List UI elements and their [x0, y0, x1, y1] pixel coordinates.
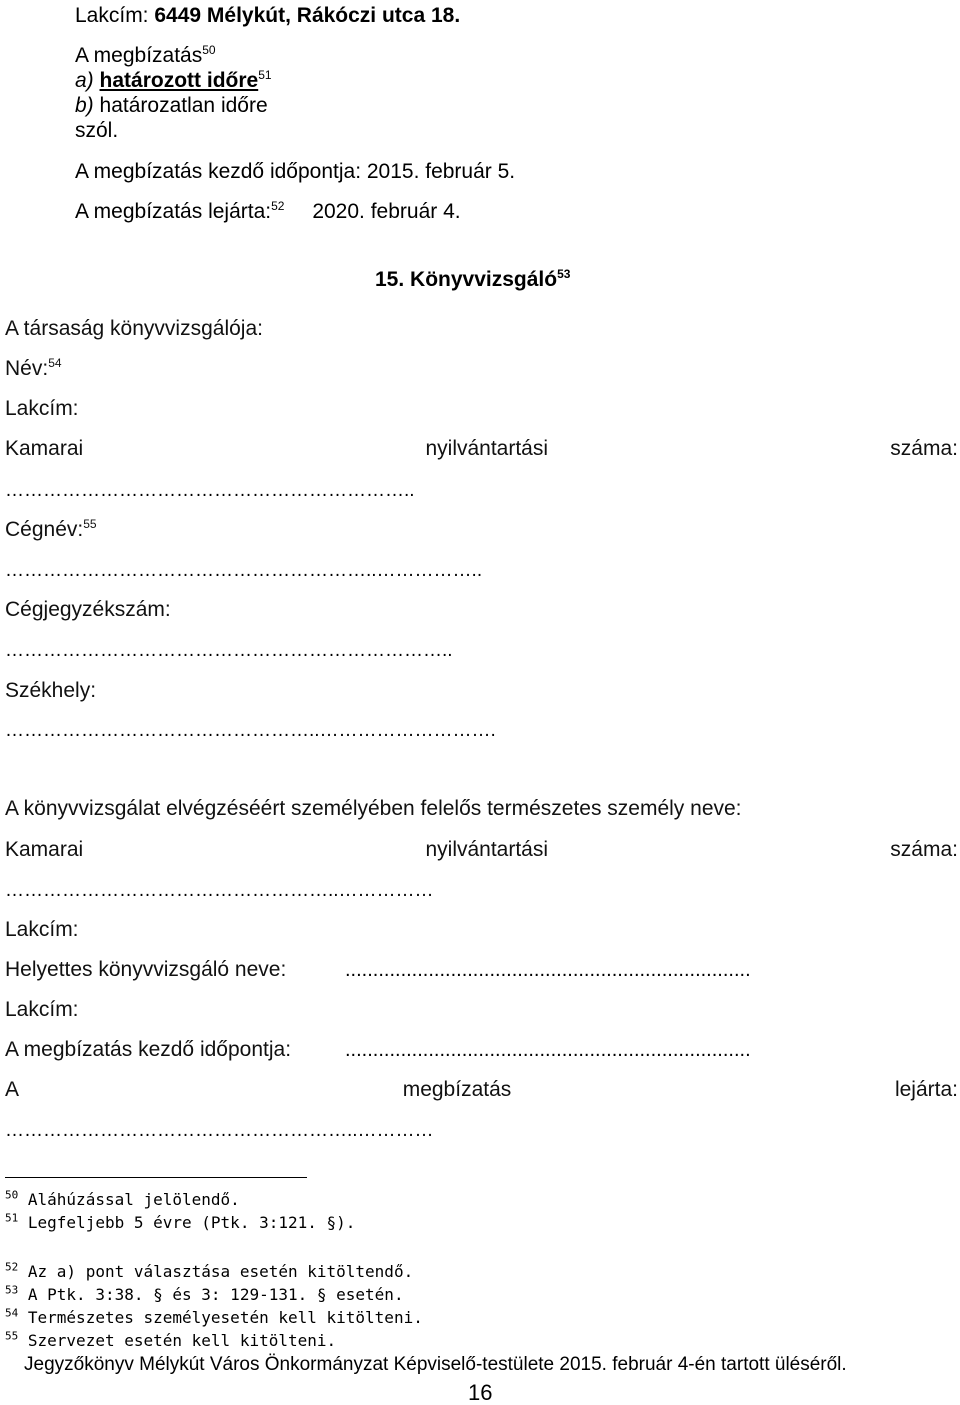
- lakcim-value: 6449 Mélykút, Rákóczi utca 18.: [154, 4, 461, 27]
- footnote-text: Szervezet esetén kell kitölteni.: [27, 1331, 337, 1350]
- footnote-text: Természetes személyesetén kell kitölteni.: [27, 1308, 423, 1327]
- kamarai-1-word-3: száma:: [890, 437, 958, 460]
- helyettes-dots: .........................................................................: [345, 960, 751, 980]
- page-number: 16: [468, 1380, 493, 1405]
- footnote-number: 51: [5, 1211, 19, 1225]
- kamarai-2-word-3: száma:: [890, 838, 958, 861]
- footnote-51: [5, 1213, 355, 1233]
- footnote-ref-51: 51: [258, 68, 272, 82]
- szol-text: szól.: [75, 119, 119, 142]
- lakcim-3-label: Lakcím:: [5, 998, 79, 1021]
- lakcim-1-label: Lakcím:: [5, 397, 79, 420]
- option-b-line: [75, 94, 268, 118]
- footnote-ref-52: 52: [271, 199, 285, 213]
- dots-line-4: …………………………………………..……………………….: [5, 721, 496, 741]
- page-footer: Jegyzőkönyv Mélykút Város Önkormányzat Képviselő-testülete 2015. február 4-én tartott üléséről.: [24, 1354, 847, 1375]
- footnote-52: [5, 1262, 413, 1282]
- lejarta-2-word-2: megbízatás: [402, 1078, 512, 1101]
- lejarta-2-word-1: A: [5, 1078, 20, 1101]
- cegjegyzek-label: Cégjegyzékszám:: [5, 598, 171, 621]
- kezdo-2-label: A megbízatás kezdő időpontja:: [5, 1038, 292, 1061]
- footnote-ref-53: 53: [557, 267, 571, 281]
- dots-line-3: ……………………………………………………………..: [5, 641, 453, 661]
- lakcim-line: [75, 4, 460, 28]
- lejarta-label: A megbízatás lejárta:: [75, 200, 272, 223]
- footnote-number: 50: [5, 1188, 19, 1202]
- footnote-text: Az a) pont választása esetén kitöltendő.: [27, 1262, 414, 1281]
- footnote-number: 54: [5, 1306, 19, 1320]
- footnote-number: 55: [5, 1329, 19, 1343]
- lakcim-2-label: Lakcím:: [5, 918, 79, 941]
- felelos-label: A könyvvizsgálat elvégzéséért személyében felelős természetes személy neve:: [5, 797, 742, 820]
- footnote-ref-55: 55: [83, 517, 97, 531]
- option-a-line: [75, 69, 272, 93]
- megbizas-line: [75, 44, 216, 68]
- helyettes-label: Helyettes könyvvizsgáló neve:: [5, 958, 287, 981]
- kezdo-idopont: A megbízatás kezdő időpontja: 2015. február 5.: [75, 160, 516, 183]
- footnote-55: [5, 1331, 336, 1351]
- lejarta-line: [75, 200, 461, 224]
- dots-line-2: …………………………………………………..……………..: [5, 561, 483, 581]
- dots-line-1: ………………………………………………………..: [5, 481, 415, 501]
- lejarta-2-line: [5, 1078, 958, 1102]
- option-a-prefix: a): [75, 69, 94, 92]
- footnote-53: [5, 1285, 404, 1305]
- megbizas-label: A megbízatás: [75, 44, 203, 67]
- footnote-ref-50: 50: [202, 43, 216, 57]
- footnote-number: 53: [5, 1283, 19, 1297]
- kamarai-2-word-1: Kamarai: [5, 838, 84, 861]
- kamarai-1-line: [5, 437, 958, 461]
- footnote-separator: [5, 1177, 307, 1178]
- nev-line: [5, 357, 62, 381]
- kamarai-1-word-1: Kamarai: [5, 437, 84, 460]
- dots-line-6: ………………………………………………..…………: [5, 1121, 434, 1141]
- footnote-text: Aláhúzással jelölendő.: [27, 1190, 240, 1209]
- dots-line-5: ……………………………………………..……………: [5, 881, 434, 901]
- footnote-54: [5, 1308, 423, 1328]
- footnote-ref-54: 54: [48, 356, 62, 370]
- cegnev-line: [5, 518, 97, 542]
- kamarai-1-word-2: nyilvántartási: [425, 437, 549, 460]
- lejarta-value: 2020. február 4.: [312, 200, 461, 223]
- kamarai-2-line: [5, 838, 958, 862]
- kezdo-2-dots: .........................................................................: [345, 1040, 751, 1060]
- option-b-text: határozatlan időre: [99, 94, 268, 117]
- cegnev-label: Cégnév:: [5, 518, 84, 541]
- option-b-prefix: b): [75, 94, 94, 117]
- section-heading-text: 15. Könyvvizsgáló: [375, 268, 558, 291]
- option-a-text: határozott időre: [99, 69, 259, 92]
- tarsasag-label: A társaság könyvvizsgálója:: [5, 317, 263, 340]
- nev-label: Név:: [5, 357, 49, 380]
- footnote-text: A Ptk. 3:38. § és 3: 129-131. § esetén.: [27, 1285, 404, 1304]
- footnote-text: Legfeljebb 5 évre (Ptk. 3:121. §).: [27, 1213, 356, 1232]
- footnote-number: 52: [5, 1260, 19, 1274]
- lakcim-label: Lakcím:: [75, 4, 149, 27]
- lejarta-2-word-3: lejárta:: [894, 1078, 958, 1101]
- kamarai-2-word-2: nyilvántartási: [425, 838, 549, 861]
- szekhely-label: Székhely:: [5, 679, 97, 702]
- footnote-50: [5, 1190, 240, 1210]
- section-heading: [375, 268, 570, 292]
